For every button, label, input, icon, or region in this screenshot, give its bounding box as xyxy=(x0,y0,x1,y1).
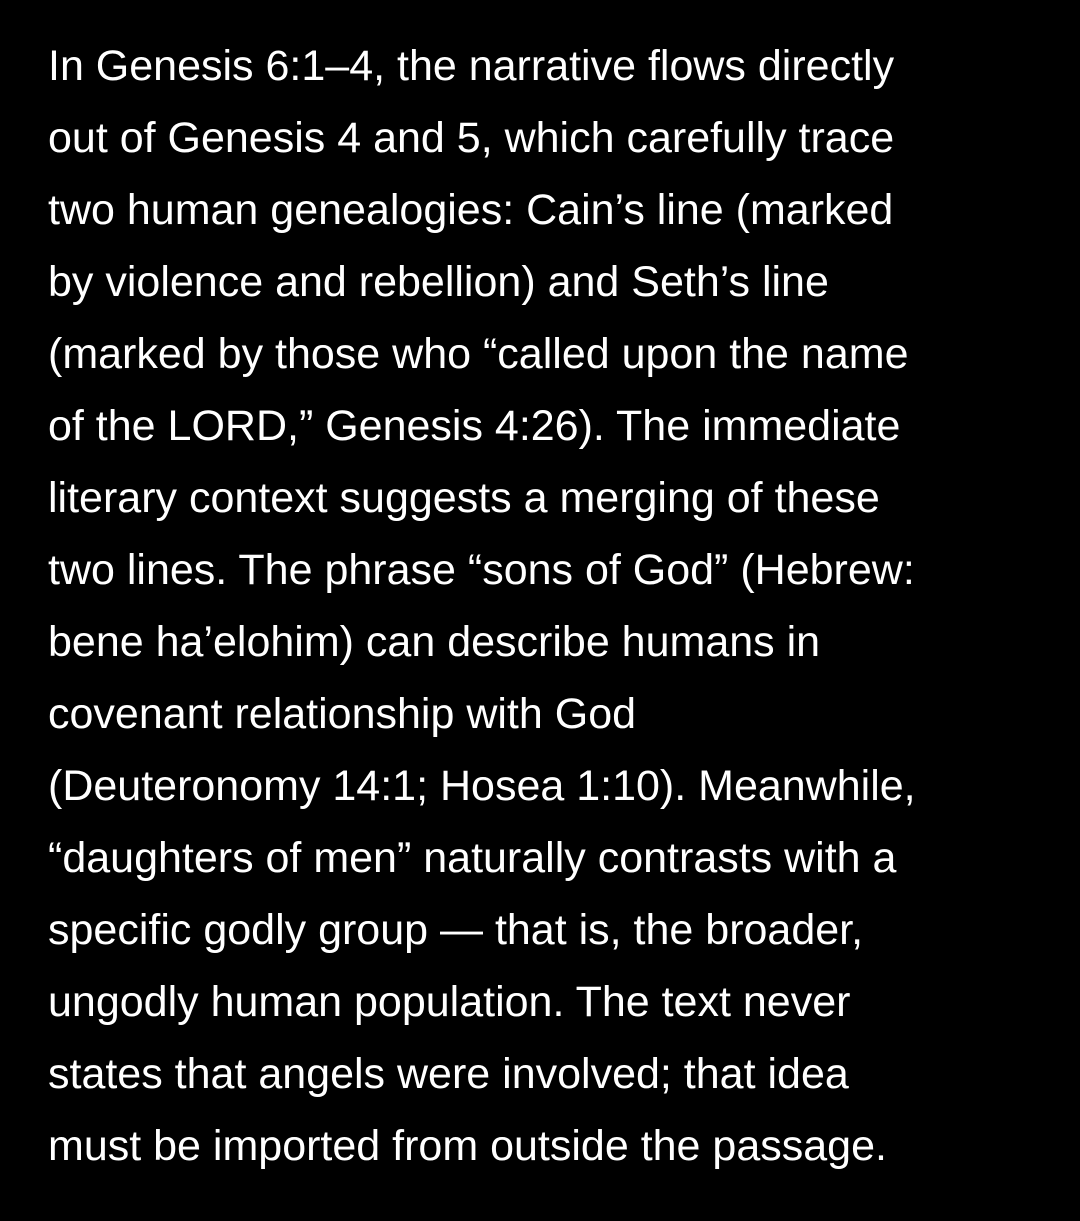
text-line: (marked by those who “called upon the name xyxy=(48,330,909,378)
text-line: specific godly group — that is, the broader, xyxy=(48,906,864,954)
text-line: of the LORD,” Genesis 4:26). The immediate xyxy=(48,402,901,450)
text-line: two lines. The phrase “sons of God” (Hebrew: xyxy=(48,546,915,594)
text-line: by violence and rebellion) and Seth’s line xyxy=(48,258,829,306)
text-line: In Genesis 6:1–4, the narrative flows directly xyxy=(48,42,895,90)
text-line: ungodly human population. The text never xyxy=(48,978,851,1026)
text-line: must be imported from outside the passage. xyxy=(48,1122,887,1170)
text-line: “daughters of men” naturally contrasts with a xyxy=(48,834,897,882)
text-line: out of Genesis 4 and 5, which carefully trace xyxy=(48,114,895,162)
text-line: covenant relationship with God xyxy=(48,690,637,738)
text-line: states that angels were involved; that idea xyxy=(48,1050,849,1098)
text-line: two human genealogies: Cain’s line (marked xyxy=(48,186,894,234)
text-line: literary context suggests a merging of these xyxy=(48,474,880,522)
message-text xyxy=(48,30,1058,1182)
text-line: bene ha’elohim) can describe humans in xyxy=(48,618,821,666)
text-line: (Deuteronomy 14:1; Hosea 1:10). Meanwhile, xyxy=(48,762,916,810)
